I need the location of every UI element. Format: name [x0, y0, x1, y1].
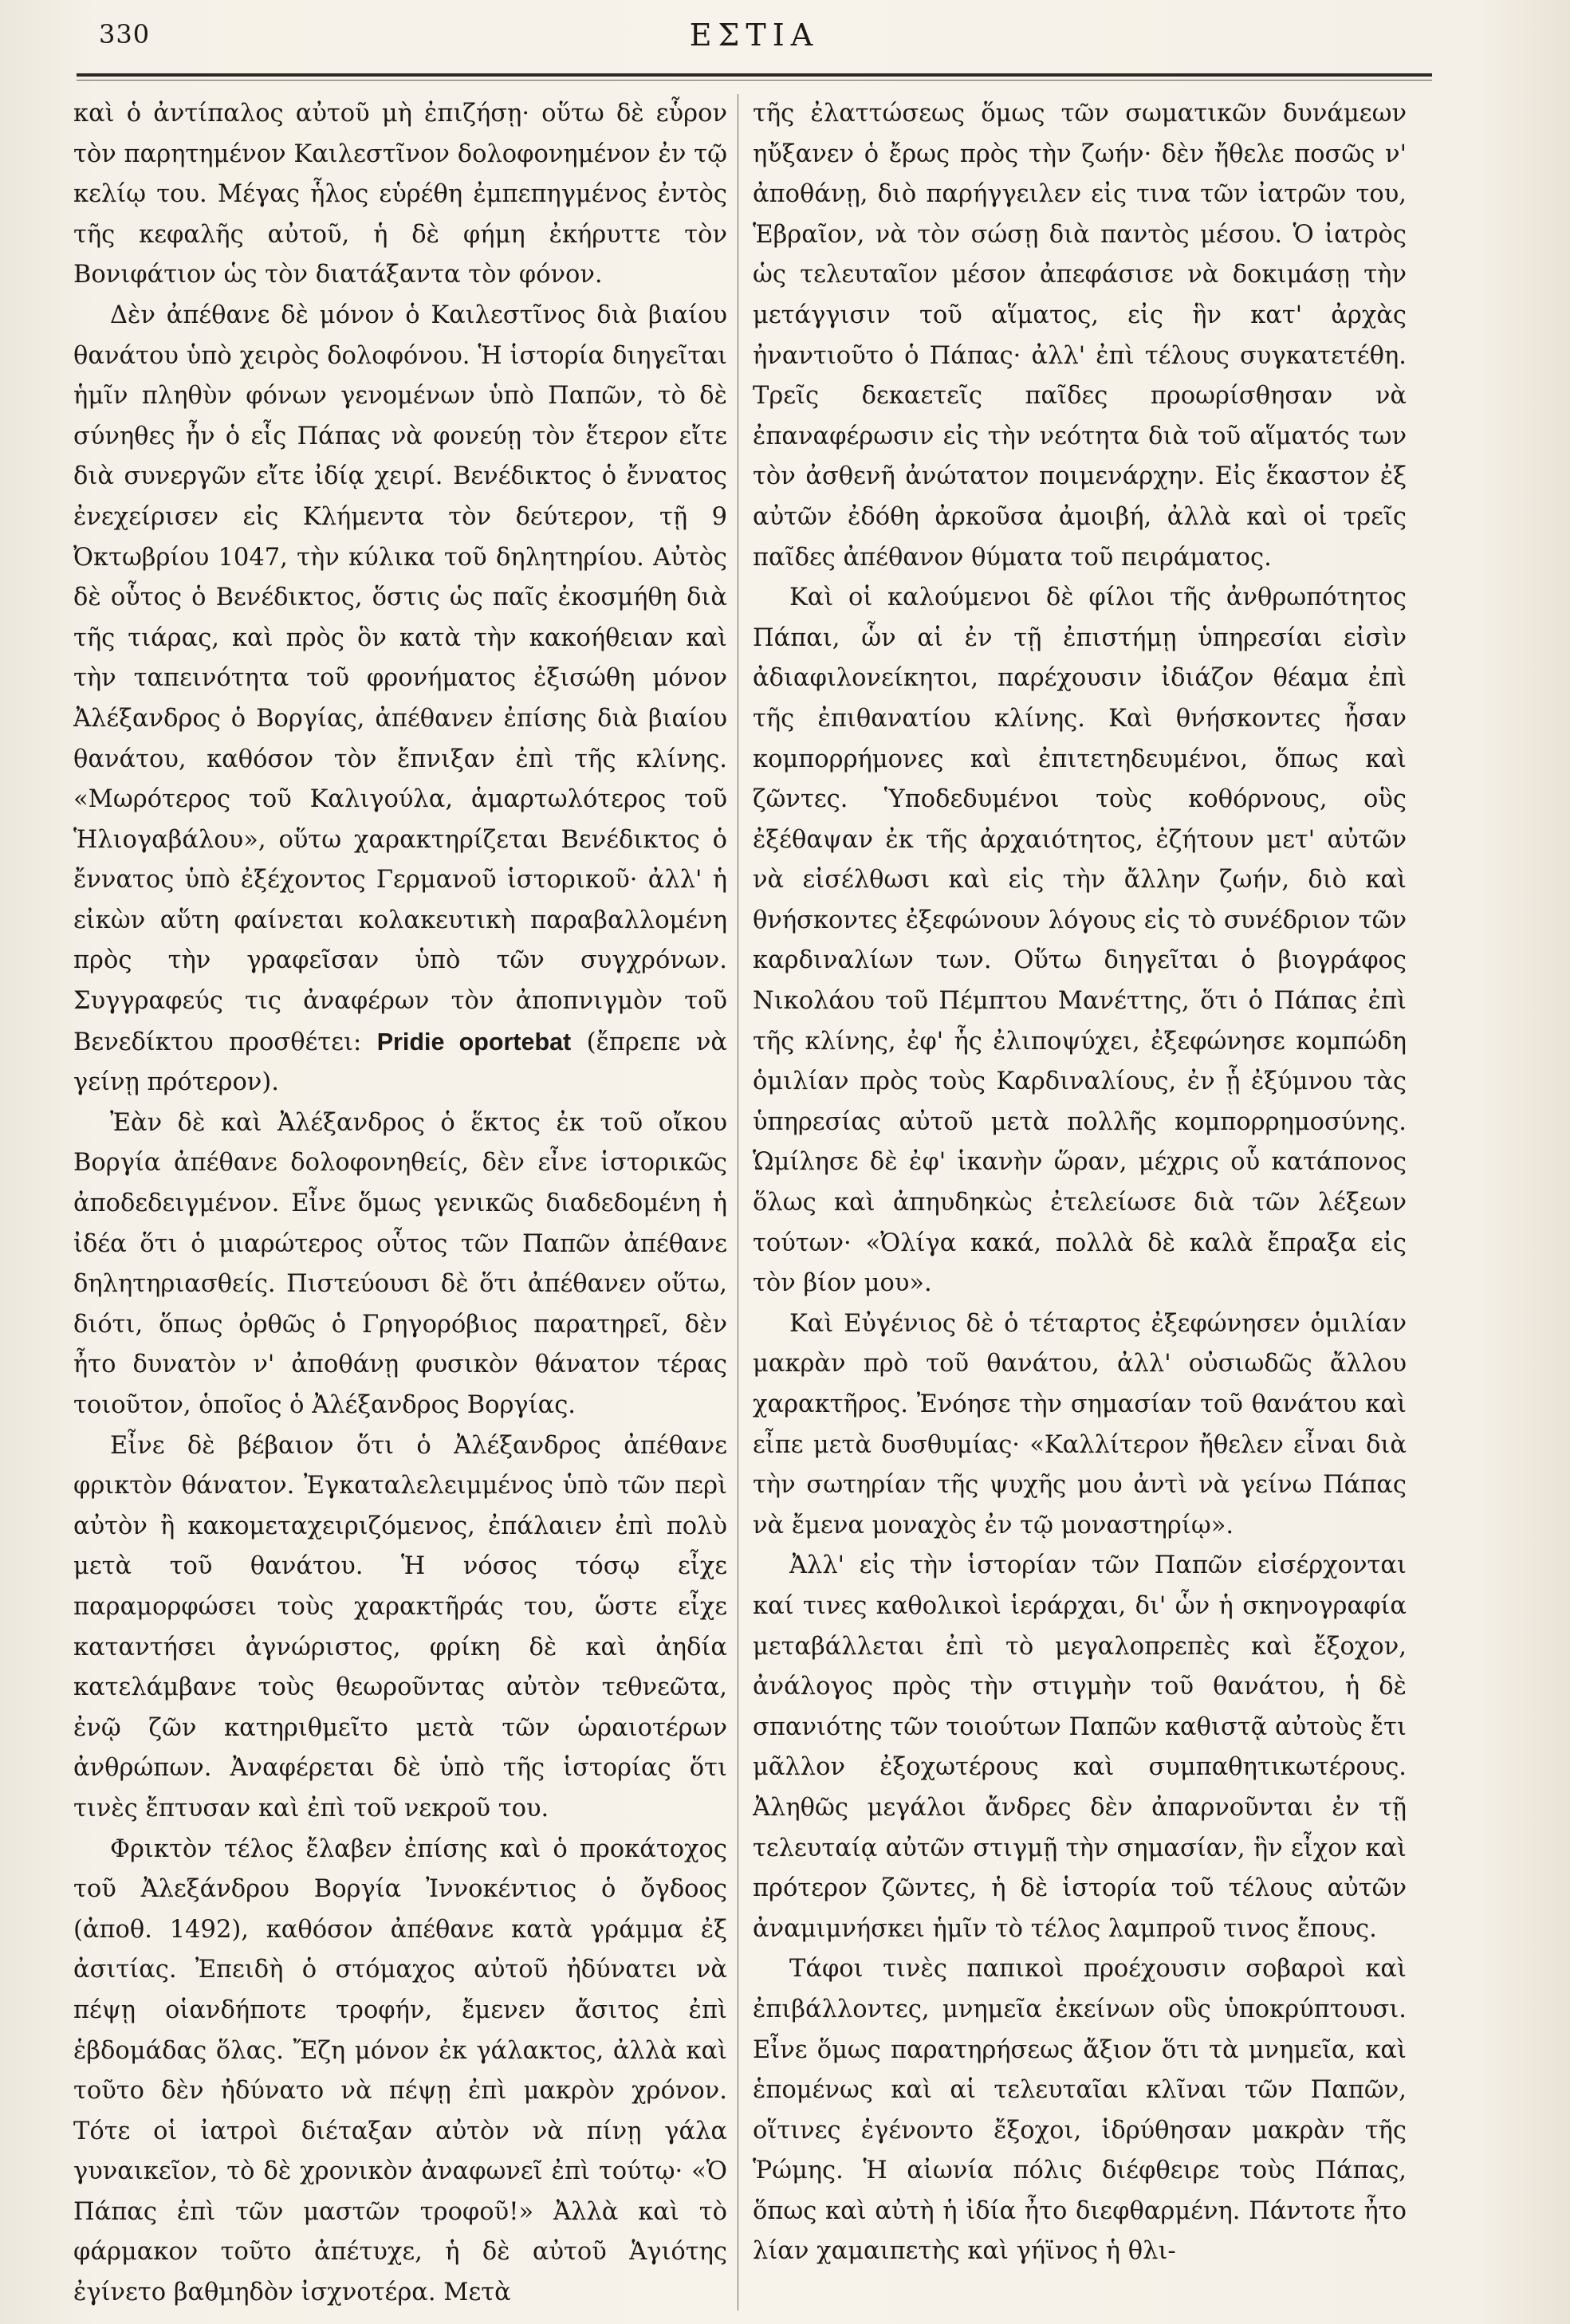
header-rule-thin	[77, 80, 1432, 81]
paragraph-text: Δὲν ἀπέθανε δὲ μόνον ὁ Καιλεστῖνος διὰ βιαίου θανάτου ὑπὸ χειρὸς δολοφόνου. Ἡ ἱστορία διηγεῖται ἡμῖν πληθὺν φόνων γενομένων ὑπὸ Παπῶν, τὸ δὲ σύνηθες ἦν ὁ εἷς Πάπας νὰ φονεύῃ τὸν ἕτερον εἴτε διὰ συνεργῶν εἴτε ἰδίᾳ χειρί. Βενέδικτος ὁ ἔννατος ἐνεχείρισεν εἰς Κλήμεντα τὸν δεύτερον, τῇ 9 Ὀκτωβρίου 1047, τὴν κύλικα τοῦ δηλητηρίου. Αὐτὸς δὲ οὗτος ὁ Βενέδικτος, ὅστις ὡς παῖς ἐκοσμήθη διὰ τῆς τιάρας, καὶ πρὸς ὃν κατὰ τὴν κακοήθειαν καὶ τὴν ταπεινότητα τοῦ φρονήματος ἐξισώθη μόνον Ἀλέξανδρος ὁ Βοργίας, ἀπέθανεν ἐπίσης διὰ βιαίου θανάτου, καθόσον τὸν ἔπνιξαν ἐπὶ τῆς κλίνης. «Μωρότερος τοῦ Καλιγούλα, ἁμαρτωλότερος τοῦ Ἡλιογαβάλου», οὕτω χαρακτηρίζεται Βενέδικτος ὁ ἔννατος ὑπὸ ἐξέχοντος Γερμανοῦ ἱστορικοῦ· ἀλλ' ἡ εἰκὼν αὕτη φαίνεται κολακευτικὴ παραβαλλομένη πρὸς τὴν γραφεῖσαν ὑπὸ τῶν συγχρόνων. Συγγραφεύς τις ἀναφέρων τὸν ἀποπνιγμὸν τοῦ Βενεδίκτου προσθέτει:	[73, 301, 727, 1056]
paragraph: Εἶνε δὲ βέβαιον ὅτι ὁ Ἀλέξανδρος ἀπέθανε φρικτὸν θάνατον. Ἐγκαταλελειμμένος ὑπὸ τῶν περὶ αὐτὸν ἢ κακομεταχειριζόμενος, ἐπάλαιεν ἐπὶ πολὺ μετὰ τοῦ θανάτου. Ἡ νόσος τόσῳ εἶχε παραμορφώσει τοὺς χαρακτῆράς του, ὥστε εἶχε καταντήσει ἀγνώριστος, φρίκη δὲ καὶ ἀηδία κατελάμβανε τοὺς θεωροῦντας αὐτὸν τεθνεῶτα, ἐνῷ ζῶν κατηριθμεῖτο μετὰ τῶν ὡραιοτέρων ἀνθρώπων. Ἀναφέρεται δὲ ὑπὸ τῆς ἱστορίας ὅτι τινὲς ἔπτυσαν καὶ ἐπὶ τοῦ νεκροῦ του.	[73, 1431, 727, 1823]
paragraph: τῆς ἐλαττώσεως ὅμως τῶν σωματικῶν δυνάμεων ηὔξανεν ὁ ἔρως πρὸς τὴν ζωήν· δὲν ἤθελε ποσῶς ν' ἀποθάνῃ, διὸ παρήγγειλεν εἰς τινα τῶν ἰατρῶν του, Ἑβραῖον, νὰ τὸν σώσῃ διὰ παντὸς μέσου. Ὁ ἰατρὸς ὡς τελευταῖον μέσον ἀπεφάσισε νὰ δοκιμάσῃ τὴν μετάγγισιν τοῦ αἵματος, εἰς ἣν κατ' ἀρχὰς ἠναντιοῦτο ὁ Πάπας· ἀλλ' ἐπὶ τέλους συγκατετέθη. Τρεῖς δεκαετεῖς παῖδες προωρίσθησαν νὰ ἐπαναφέρωσιν εἰς τὴν νεότητα διὰ τοῦ αἵματός των τὸν ἀσθενῆ ἀνώτατον ποιμενάρχην. Εἰς ἕκαστον ἐξ αὐτῶν ἐδόθη ἀρκοῦσα ἀμοιβή, ἀλλὰ καὶ οἱ τρεῖς παῖδες ἀπέθανον θύματα τοῦ πειράματος.	[753, 100, 1407, 572]
paragraph: Φρικτὸν τέλος ἔλαβεν ἐπίσης καὶ ὁ προκάτοχος τοῦ Ἀλεξάνδρου Βοργία Ἰννοκέντιος ὁ ὄγδοος (ἀποθ. 1492), καθόσον ἀπέθανε κατὰ γράμμα ἐξ ἀσιτίας. Ἐπειδὴ ὁ στόμαχος αὐτοῦ ἠδύνατει νὰ πέψῃ οἱανδήποτε τροφήν, ἔμενεν ἄσιτος ἐπὶ ἑβδομάδας ὅλας. Ἔζη μόνον ἐκ γάλακτος, ἀλλὰ καὶ τοῦτο δὲν ἠδύνατο νὰ πέψῃ ἐπὶ μακρὸν χρόνον. Τότε οἱ ἰατροὶ διέταξαν αὐτὸν νὰ πίνῃ γάλα γυναικεῖον, τὸ δὲ χρονικὸν ἀναφωνεῖ ἐπὶ τούτῳ· «Ὁ Πάπας ἐπὶ τῶν μαστῶν τροφοῦ!» Ἀλλὰ καὶ τὸ φάρμακον τοῦτο ἀπέτυχε, ἡ δὲ αὐτοῦ Ἁγιότης ἐγίνετο βαθμηδὸν ἰσχνοτέρα. Μετὰ	[73, 1834, 727, 2307]
journal-title: ΕΣΤΙΑ	[689, 18, 820, 53]
header-rule	[77, 73, 1432, 77]
page-number: 330	[99, 19, 151, 49]
latin-phrase: Pridie oportebat	[376, 1028, 572, 1056]
paragraph: Καὶ Εὐγένιος δὲ ὁ τέταρτος ἐξεφώνησεν ὁμιλίαν μακρὰν πρὸ τοῦ θανάτου, ἀλλ' οὐσιωδῶς ἄλλου χαρακτῆρος. Ἐνόησε τὴν σημασίαν τοῦ θανάτου καὶ εἶπε μετὰ δυσθυμίας· «Καλλίτερον ἤθελεν εἶναι διὰ τὴν σωτηρίαν τῆς ψυχῆς μου ἀντὶ νὰ γείνω Πάπας νὰ ἔμενα μοναχὸς ἐν τῷ μοναστηρίῳ».	[753, 1309, 1407, 1540]
paragraph: Ἀλλ' εἰς τὴν ἱστορίαν τῶν Παπῶν εἰσέρχονται καί τινες καθολικοὶ ἱεράρχαι, δι' ὧν ἡ σκηνογραφία μεταβάλλεται ἐπὶ τὸ μεγαλοπρεπὲς καὶ ἔξοχον, ἀνάλογος πρὸς τὴν στιγμὴν τοῦ θανάτου, ἡ δὲ σπανιότης τῶν τοιούτων Παπῶν καθιστᾷ αὐτοὺς ἔτι μᾶλλον ἐξοχωτέρους καὶ συμπαθητικωτέρους. Ἀληθῶς μεγάλοι ἄνδρες δὲν ἀπαρνοῦνται ἐν τῇ τελευταίᾳ αὐτῶν στιγμῇ τὴν σημασίαν, ἣν εἶχον καὶ πρότερον ζῶντες, ἡ δὲ ἱστορία τοῦ τέλους αὐτῶν ἀναμιμνήσκει ἡμῖν τὸ τέλος λαμπροῦ τινος ἔπους.	[753, 1551, 1407, 1943]
paragraph: Τάφοι τινὲς παπικοὶ προέχουσιν σοβαροὶ καὶ ἐπιβάλλοντες, μνημεῖα ἐκείνων οὓς ὑποκρύπτουσι. Εἶνε ὅμως παρατηρήσεως ἄξιον ὅτι τὰ μνημεῖα, καὶ ἑπομένως καὶ αἱ τελευταῖαι κλῖναι τῶν Παπῶν, οἵτινες ἐγένοντο ἔξοχοι, ἱδρύθησαν μακρὰν τῆς Ῥώμης. Ἡ αἰωνία πόλις διέφθειρε τοὺς Πάπας, ὅπως καὶ αὐτὴ ἡ ἰδία ἦτο διεφθαρμένη. Πάντοτε ἦτο λίαν χαμαιπετὴς καὶ γήϊνος ἡ θλι-	[753, 1955, 1407, 2266]
paragraph: καὶ ὁ ἀντίπαλος αὐτοῦ μὴ ἐπιζήσῃ· οὕτω δὲ εὗρον τὸν παρητημένον Καιλεστῖνον δολοφονημένον ἐν τῷ κελίῳ του. Μέγας ἧλος εὑρέθη ἐμπεπηγμένος ἐντὸς τῆς κεφαλῆς αὐτοῦ, ἡ δὲ φήμη ἐκήρυττε τὸν Βονιφάτιον ὡς τὸν διατάξαντα τὸν φόνον.	[73, 100, 727, 289]
paragraph	[73, 296, 727, 1103]
page-header	[77, 13, 1432, 57]
paragraph-text-end: (ἔπρεπε νὰ γείνῃ πρότερον).	[73, 1028, 727, 1097]
right-column	[753, 94, 1407, 2272]
paragraph: Καὶ οἱ καλούμενοι δὲ φίλοι τῆς ἀνθρωπότητος Πάπαι, ὧν αἱ ἐν τῇ ἐπιστήμῃ ὑπηρεσίαι εἰσὶν ἀδιαφιλονείκητοι, παρέχουσιν ἰδιάζον θέαμα ἐπὶ τῆς ἐπιθανατίου κλίνης. Καὶ θνήσκοντες ἦσαν κομπορρήμονες καὶ ἐπιτετηδευμένοι, ὅπως καὶ ζῶντες. Ὑποδεδυμένοι τοὺς κοθόρνους, οὓς ἐξέθαψαν ἐκ τῆς ἀρχαιότητος, ἐζήτουν μετ' αὐτῶν νὰ εἰσέλθωσι καὶ εἰς τὴν ἄλλην ζωήν, διὸ καὶ θνήσκοντες ἐξεφώνουν λόγους εἰς τὸ συνέδριον τῶν καρδιναλίων των. Οὕτω διηγεῖται ὁ βιογράφος Νικολάου τοῦ Πέμπτου Μανέττης, ὅτι ὁ Πάπας ἐπὶ τῆς κλίνης, ἐφ' ἧς ἐλιποψύχει, ἐξεφώνησε κομπώδη ὁμιλίαν πρὸς τοὺς Καρδιναλίους, ἐν ᾗ ἐξύμνου τὰς ὑπηρεσίας αὐτοῦ μετὰ πολλῆς κομπορρημοσύνης. Ὡμίλησε δὲ ἐφ' ἱκανὴν ὥραν, μέχρις οὗ κατάπονος ὅλως καὶ ἀπηυδηκὼς ἐτελείωσε διὰ τῶν λέξεων τούτων· «Ὀλίγα κακά, πολλὰ δὲ καλὰ ἔπραξα εἰς τὸν βίον μου».	[753, 584, 1407, 1298]
left-column	[73, 94, 727, 2314]
paragraph: Ἐὰν δὲ καὶ Ἀλέξανδρος ὁ ἕκτος ἐκ τοῦ οἴκου Βοργία ἀπέθανε δολοφονηθείς, δὲν εἶνε ἱστορικῶς ἀποδεδειγμένον. Εἶνε ὅμως γενικῶς διαδεδομένη ἡ ἰδέα ὅτι ὁ μιαρώτερος οὗτος τῶν Παπῶν ἀπέθανε δηλητηριασθείς. Πιστεύουσι δὲ ὅτι ἀπέθανεν οὕτω, διότι, ὅπως ὀρθῶς ὁ Γρηγορόβιος παρατηρεῖ, δὲν ἦτο δυνατὸν ν' ἀποθάνῃ φυσικὸν θάνατον τέρας τοιοῦτον, ὁποῖος ὁ Ἀλέξανδρος Βοργίας.	[73, 1108, 727, 1419]
